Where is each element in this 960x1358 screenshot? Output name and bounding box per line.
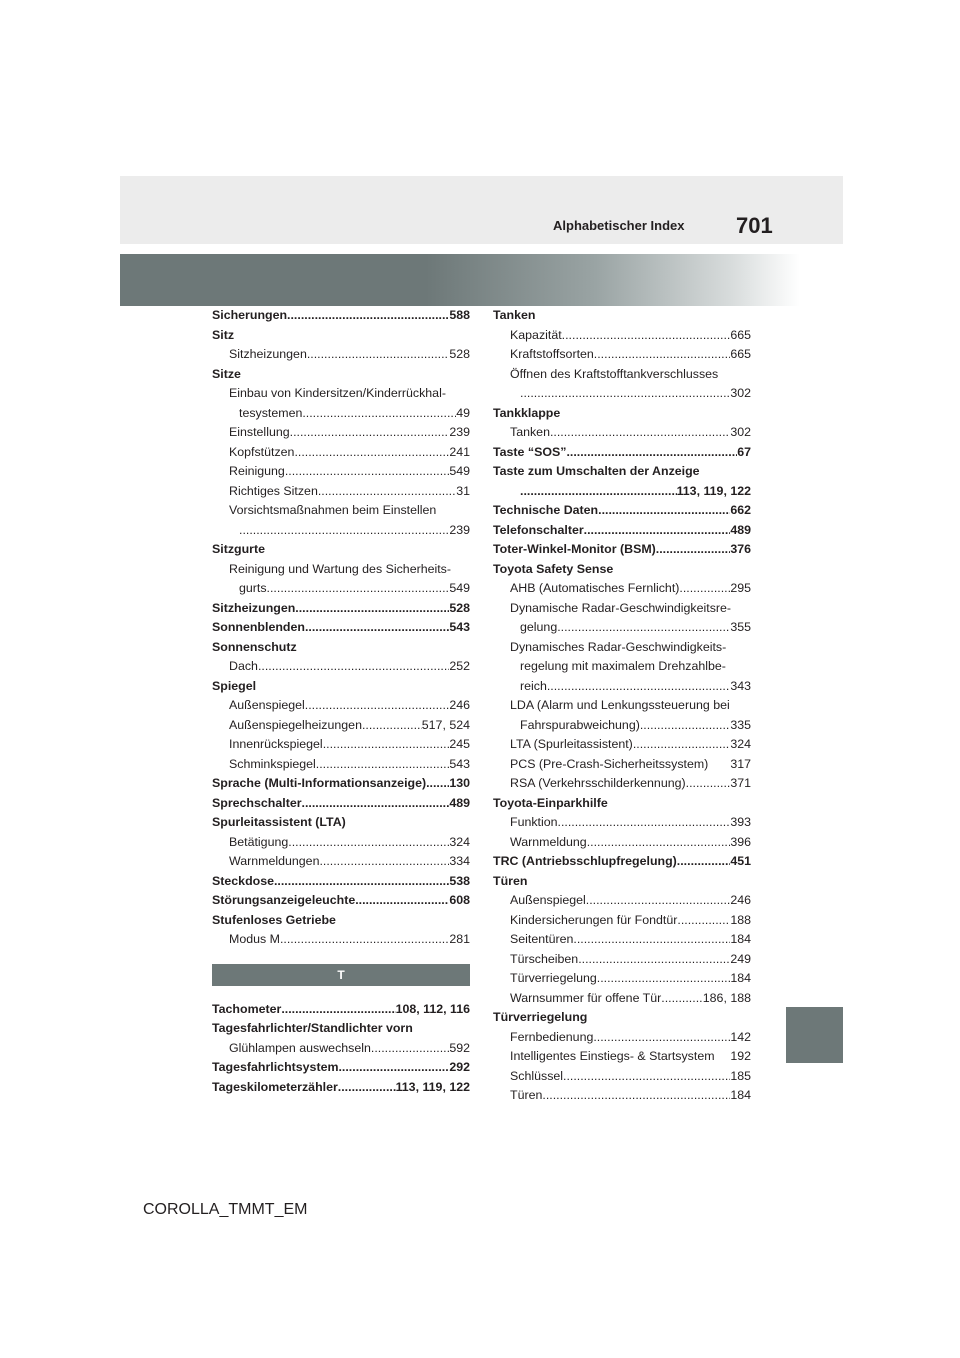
index-entry: Tanken bbox=[493, 308, 536, 322]
index-entry: Stufenloses Getriebe bbox=[212, 912, 336, 927]
index-entry-label: Außenspiegel bbox=[510, 893, 586, 907]
dot-leader bbox=[597, 969, 731, 989]
index-entry bbox=[212, 1000, 470, 1020]
index-entry-page: 608 bbox=[449, 893, 470, 907]
dot-leader bbox=[307, 345, 449, 365]
index-entry: Toyota Safety Sense bbox=[493, 561, 614, 576]
index-entry-label: Tachometer bbox=[212, 1001, 282, 1016]
index-entry-page: 142 bbox=[730, 1029, 751, 1044]
index-entry: Sitze bbox=[212, 366, 241, 381]
index-entry bbox=[212, 1078, 470, 1098]
index-entry bbox=[493, 852, 751, 872]
index-entry bbox=[212, 891, 470, 911]
index-entry-page: 324 bbox=[730, 737, 751, 751]
index-entry-page: 49 bbox=[456, 405, 470, 420]
dot-leader bbox=[656, 540, 731, 560]
index-entry bbox=[212, 1058, 470, 1078]
dot-leader bbox=[686, 774, 731, 794]
footer-document-code: COROLLA_TMMT_EM bbox=[143, 1201, 308, 1218]
index-entry-page: 113, 119, 122 bbox=[676, 483, 751, 498]
index-entry bbox=[493, 326, 751, 346]
index-entry bbox=[493, 1067, 751, 1087]
index-entry-label: RSA (Verkehrsschilderkennung) bbox=[510, 776, 686, 790]
dot-leader bbox=[520, 482, 677, 502]
index-entry bbox=[212, 657, 470, 677]
index-entry-label: Technische Daten bbox=[493, 503, 599, 517]
index-entry bbox=[212, 618, 470, 638]
dot-leader bbox=[318, 482, 456, 502]
index-entry-page: 295 bbox=[730, 581, 751, 595]
index-entry-page: 192 bbox=[730, 1049, 751, 1063]
page-number: 701 bbox=[736, 213, 773, 238]
index-entry-page: 302 bbox=[730, 425, 751, 439]
index-entry-page: 67 bbox=[737, 444, 751, 459]
dot-leader bbox=[295, 599, 449, 619]
dot-leader bbox=[426, 774, 449, 794]
index-entry-label: Toter-Winkel-Monitor (BSM) bbox=[493, 542, 656, 556]
header-bar bbox=[120, 176, 843, 244]
index-entry-label: Warnmeldung bbox=[510, 834, 587, 849]
index-entry-label: Sitzheizungen bbox=[229, 347, 307, 361]
index-entry-label: LTA (Spurleitassistent) bbox=[510, 737, 633, 751]
index-entry bbox=[493, 345, 751, 365]
dot-leader bbox=[290, 423, 450, 443]
dot-leader bbox=[562, 326, 731, 346]
index-entry-page: 185 bbox=[730, 1068, 751, 1083]
dot-leader bbox=[316, 755, 450, 775]
index-entry-label: Warnsummer für offene Tür bbox=[510, 990, 662, 1005]
index-entry-page: 281 bbox=[449, 932, 470, 946]
index-entry bbox=[493, 813, 751, 833]
dot-leader bbox=[281, 1000, 395, 1020]
dot-leader bbox=[338, 1078, 396, 1098]
index-entry-page: 302 bbox=[730, 386, 751, 400]
index-entry-page: 252 bbox=[449, 659, 470, 673]
index-entry: Tagesfahrlichter/Standlichter vorn bbox=[212, 1021, 413, 1035]
dot-leader bbox=[558, 813, 731, 833]
index-entry-label: Funktion bbox=[510, 815, 558, 829]
index-entry bbox=[493, 579, 751, 599]
index-column-right bbox=[493, 306, 751, 1106]
dot-leader bbox=[258, 657, 449, 677]
index-entry-page: 113, 119, 122 bbox=[395, 1079, 470, 1094]
index-entry-page: 246 bbox=[730, 893, 751, 907]
index-entry bbox=[212, 599, 470, 619]
dot-leader bbox=[520, 384, 730, 404]
dot-leader bbox=[362, 716, 422, 736]
index-entry-page: 489 bbox=[730, 522, 751, 537]
dot-leader bbox=[566, 443, 737, 463]
index-entry-label: Richtiges Sitzen bbox=[229, 483, 318, 498]
index-entry: Sitz bbox=[212, 327, 235, 342]
index-entry: Toyota-Einparkhilfe bbox=[493, 795, 608, 810]
index-entry bbox=[212, 306, 470, 326]
index-entry-label: Steckdose bbox=[212, 873, 274, 888]
index-entry-page: 184 bbox=[730, 932, 751, 946]
index-entry bbox=[212, 482, 470, 502]
chapter-side-tab bbox=[786, 1007, 843, 1063]
dot-leader bbox=[542, 1086, 730, 1106]
index-entry-page: 371 bbox=[730, 776, 751, 790]
index-entry-page: 239 bbox=[449, 425, 470, 439]
dot-leader bbox=[593, 1028, 730, 1048]
dot-leader bbox=[586, 891, 731, 911]
index-entry-page: 528 bbox=[449, 600, 470, 615]
index-entry bbox=[212, 930, 470, 950]
index-entry-page: 31 bbox=[456, 483, 470, 498]
index-entry-page: 317 bbox=[730, 756, 751, 771]
dot-leader bbox=[677, 911, 730, 931]
index-entry: Reinigung und Wartung des Sicherheits- bbox=[229, 561, 452, 576]
index-entry bbox=[212, 833, 470, 853]
dot-leader bbox=[640, 716, 730, 736]
index-entry-label: Kraftstoffsorten bbox=[510, 347, 594, 361]
index-entry bbox=[212, 852, 470, 872]
index-entry-label: Einstellung bbox=[229, 425, 290, 439]
dot-leader bbox=[584, 521, 731, 541]
index-entry-label: gurts bbox=[239, 581, 267, 595]
index-entry-label: Sprache (Multi-Informationsanzeige) bbox=[212, 776, 427, 790]
index-entry-label: Kopfstützen bbox=[229, 444, 295, 459]
index-entry-page: 549 bbox=[449, 464, 470, 478]
index-entry bbox=[493, 969, 751, 989]
index-entry-label: Seitentüren bbox=[510, 932, 574, 946]
index-entry: Spurleitassistent (LTA) bbox=[212, 815, 346, 829]
index-entry-label: reich bbox=[520, 678, 547, 693]
dot-leader bbox=[598, 501, 730, 521]
index-entry bbox=[212, 755, 470, 775]
index-entry-page: 665 bbox=[730, 327, 751, 342]
index-entry: Dynamisches Radar-Geschwindigkeits- bbox=[510, 639, 727, 654]
index-entry: LDA (Alarm und Lenkungssteuerung bei bbox=[510, 698, 730, 712]
index-entry bbox=[212, 579, 470, 599]
index-entry bbox=[212, 462, 470, 482]
index-entry bbox=[493, 891, 751, 911]
index-entry-page: 335 bbox=[730, 717, 751, 732]
index-entry bbox=[493, 443, 751, 463]
index-entry-page: 517, 524 bbox=[421, 717, 470, 732]
index-entry-label: Intelligentes Einstiegs- & Startsystem bbox=[510, 1049, 715, 1063]
index-entry bbox=[493, 1086, 751, 1106]
section-title: Alphabetischer Index bbox=[553, 218, 685, 233]
index-entry bbox=[493, 950, 751, 970]
index-entry bbox=[493, 384, 751, 404]
dot-leader bbox=[587, 833, 731, 853]
letter-band-t: T bbox=[212, 964, 470, 986]
dot-leader bbox=[578, 950, 730, 970]
index-entry bbox=[493, 677, 751, 697]
index-entry bbox=[493, 833, 751, 853]
index-entry-page: 376 bbox=[730, 542, 751, 556]
index-entry bbox=[212, 521, 470, 541]
index-entry-label: gelung bbox=[520, 620, 558, 634]
index-entry-page: 184 bbox=[730, 1088, 751, 1102]
dot-leader bbox=[557, 618, 730, 638]
index-entry-label: Tanken bbox=[510, 425, 550, 439]
dot-leader bbox=[274, 872, 449, 892]
index-entry bbox=[493, 482, 751, 502]
dot-leader bbox=[302, 794, 450, 814]
index-entry-label: Außenspiegel bbox=[229, 698, 305, 712]
index-entry bbox=[493, 755, 751, 775]
dot-leader bbox=[319, 852, 449, 872]
dot-leader bbox=[280, 930, 449, 950]
index-entry-label: Warnmeldungen bbox=[229, 854, 320, 868]
index-entry bbox=[212, 774, 470, 794]
index-entry-label: Telefonschalter bbox=[493, 522, 584, 537]
dot-leader bbox=[633, 735, 731, 755]
index-entry-page: 186, 188 bbox=[702, 990, 751, 1005]
dot-leader bbox=[661, 989, 703, 1009]
index-entry-page: 588 bbox=[449, 308, 470, 322]
index-entry-label: Glühlampen auswechseln bbox=[229, 1040, 371, 1055]
dot-leader bbox=[267, 579, 450, 599]
index-entry-label: TRC (Antriebsschlupfregelung) bbox=[493, 854, 677, 868]
index-entry bbox=[212, 872, 470, 892]
index-entry-label: Fernbedienung bbox=[510, 1029, 594, 1044]
index-entry-page: 108, 112, 116 bbox=[395, 1001, 470, 1016]
dot-leader bbox=[371, 1039, 449, 1059]
index-entry-page: 543 bbox=[449, 620, 470, 634]
index-entry-page: 528 bbox=[449, 347, 470, 361]
index-entry bbox=[493, 989, 751, 1009]
index-entry-label: Schlüssel bbox=[510, 1068, 564, 1083]
index-entry-label: Außenspiegelheizungen bbox=[229, 717, 362, 732]
index-entry-label: Kindersicherungen für Fondtür bbox=[510, 912, 678, 927]
index-entry-label: Schminkspiegel bbox=[229, 756, 316, 771]
index-entry-label: Türscheiben bbox=[510, 951, 579, 966]
dot-leader bbox=[594, 345, 731, 365]
index-entry: Vorsichtsmaßnahmen beim Einstellen bbox=[229, 503, 437, 517]
index-entry-page: 292 bbox=[449, 1060, 470, 1074]
index-entry bbox=[493, 930, 751, 950]
dot-leader bbox=[323, 735, 450, 755]
index-entry bbox=[212, 696, 470, 716]
index-entry bbox=[493, 423, 751, 443]
index-entry-page: 130 bbox=[449, 776, 470, 790]
index-entry bbox=[493, 911, 751, 931]
index-entry: Taste zum Umschalten der Anzeige bbox=[493, 464, 700, 478]
index-entry-page: 538 bbox=[449, 873, 470, 888]
index-entry bbox=[493, 716, 751, 736]
index-entry-page: 549 bbox=[449, 581, 470, 595]
index-entry-page: 355 bbox=[730, 620, 751, 634]
index-entry: Dynamische Radar-Geschwindigkeitsre- bbox=[510, 600, 732, 615]
index-entry-page: 396 bbox=[730, 834, 751, 849]
index-entry bbox=[493, 735, 751, 755]
index-entry-label: tesystemen bbox=[239, 405, 303, 420]
dot-leader bbox=[547, 677, 730, 697]
index-entry: Türen bbox=[493, 873, 528, 888]
index-entry-page: 592 bbox=[449, 1040, 470, 1055]
dot-leader bbox=[679, 579, 730, 599]
index-entry bbox=[212, 404, 470, 424]
index-entry-page: 239 bbox=[449, 522, 470, 537]
dot-leader bbox=[294, 443, 449, 463]
index-entry bbox=[212, 443, 470, 463]
index-entry bbox=[212, 345, 470, 365]
index-entry: Sitzgurte bbox=[212, 542, 266, 556]
index-entry: Öffnen des Kraftstofftankverschlusses bbox=[510, 366, 719, 381]
index-list-t-continued bbox=[493, 306, 751, 1106]
dot-leader bbox=[285, 462, 450, 482]
index-entry-label: PCS (Pre-Crash-Sicherheitssystem) bbox=[510, 756, 709, 771]
index-entry: Türverriegelung bbox=[493, 1010, 588, 1024]
dot-leader bbox=[338, 1058, 449, 1078]
index-list-s bbox=[212, 306, 470, 950]
index-entry-label: Sitzheizungen bbox=[212, 600, 296, 615]
index-entry-label: AHB (Automatisches Fernlicht) bbox=[510, 581, 680, 595]
index-entry-label: Tageskilometerzähler bbox=[212, 1079, 338, 1094]
index-entry-label: Modus M bbox=[229, 932, 280, 946]
index-entry bbox=[212, 794, 470, 814]
index-entry-label: Tagesfahrlichtsystem bbox=[212, 1060, 339, 1074]
index-entry-page: 246 bbox=[449, 698, 470, 712]
index-entry bbox=[212, 716, 470, 736]
index-entry-label: Sprechschalter bbox=[212, 795, 302, 810]
index-entry-page: 245 bbox=[449, 737, 470, 751]
index-entry-page: 324 bbox=[449, 834, 470, 849]
index-entry-page: 343 bbox=[730, 678, 751, 693]
index-entry-label: Türverriegelung bbox=[510, 971, 597, 985]
dot-leader bbox=[305, 618, 449, 638]
index-entry-page: 662 bbox=[730, 503, 751, 517]
index-entry: Tankklappe bbox=[493, 405, 561, 420]
dot-leader bbox=[288, 833, 449, 853]
index-entry-page: 489 bbox=[449, 795, 470, 810]
index-entry bbox=[493, 1047, 751, 1067]
index-entry-label: Sicherungen bbox=[212, 308, 288, 322]
index-entry: Sonnenschutz bbox=[212, 639, 297, 654]
index-entry-page: 334 bbox=[449, 854, 470, 868]
dot-leader bbox=[305, 696, 450, 716]
index-entry-label: Innenrückspiegel bbox=[229, 737, 323, 751]
index-entry: Spiegel bbox=[212, 678, 257, 693]
index-entry-page: 393 bbox=[730, 815, 751, 829]
index-entry-label: Fahrspurabweichung) bbox=[520, 717, 640, 732]
index-entry bbox=[493, 521, 751, 541]
index-entry-page: 249 bbox=[730, 951, 751, 966]
index-entry-label: Sonnenblenden bbox=[212, 620, 305, 634]
index-entry: Einbau von Kindersitzen/Kinderrückhal- bbox=[229, 386, 446, 400]
index-entry-label: Störungsanzeigeleuchte bbox=[212, 893, 356, 907]
dot-leader bbox=[302, 404, 456, 424]
index-entry bbox=[212, 423, 470, 443]
dot-leader bbox=[573, 930, 730, 950]
index-column-left bbox=[212, 306, 470, 1097]
index-entry bbox=[212, 735, 470, 755]
index-entry-label: Taste “SOS” bbox=[493, 444, 567, 459]
index-entry-page: 188 bbox=[730, 912, 751, 927]
index-entry bbox=[493, 618, 751, 638]
index-entry bbox=[493, 501, 751, 521]
index-entry-page: 665 bbox=[730, 347, 751, 361]
dot-leader bbox=[239, 521, 449, 541]
index-entry bbox=[493, 774, 751, 794]
index-entry-page: 184 bbox=[730, 971, 751, 985]
index-entry-label: Betätigung bbox=[229, 834, 289, 849]
dot-leader bbox=[550, 423, 730, 443]
index-entry-label: Türen bbox=[510, 1088, 543, 1102]
index-entry bbox=[212, 1039, 470, 1059]
index-entry-label: Reinigung bbox=[229, 464, 285, 478]
index-entry-label: Dach bbox=[229, 659, 258, 673]
dot-leader bbox=[563, 1067, 730, 1087]
dot-leader bbox=[287, 306, 449, 326]
dot-leader bbox=[355, 891, 449, 911]
index-entry-page: 241 bbox=[449, 444, 470, 459]
index-list-t bbox=[212, 1000, 470, 1098]
index-entry bbox=[493, 1028, 751, 1048]
index-entry: regelung mit maximalem Drehzahlbe- bbox=[520, 659, 726, 673]
index-entry-page: 451 bbox=[730, 854, 751, 868]
header-gradient-band bbox=[120, 254, 800, 306]
index-entry bbox=[493, 540, 751, 560]
index-entry-label: Kapazität bbox=[510, 327, 562, 342]
dot-leader bbox=[677, 852, 731, 872]
index-entry-page: 543 bbox=[449, 756, 470, 771]
